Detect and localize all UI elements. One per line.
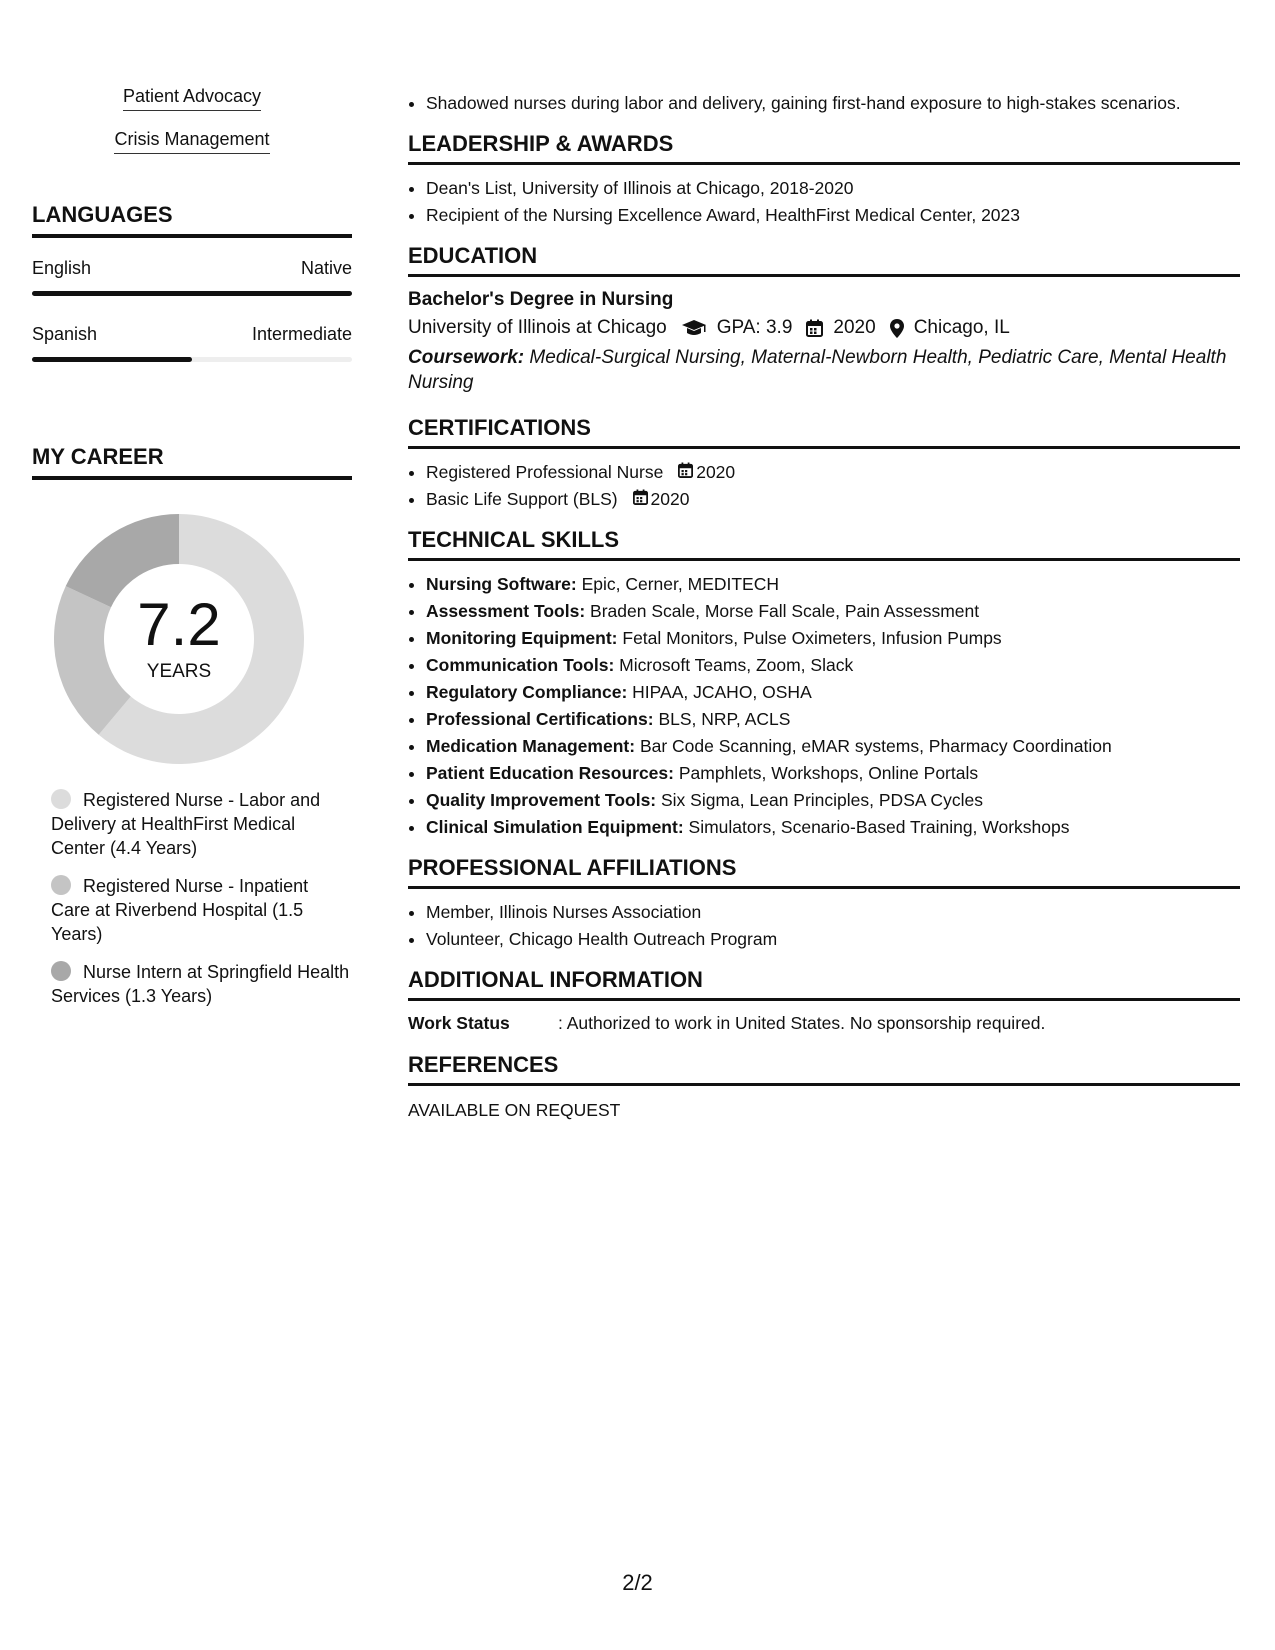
list-item <box>426 787 1240 814</box>
list-item <box>426 571 1240 598</box>
list-item <box>426 814 1240 841</box>
references-section <box>408 1052 1240 1121</box>
graduation-year: 2020 <box>833 317 876 338</box>
list-item <box>426 706 1240 733</box>
affiliations-section <box>408 855 1240 953</box>
certifications-section <box>408 415 1240 513</box>
language-level: Native <box>300 258 352 278</box>
gpa: GPA: 3.9 <box>716 317 793 338</box>
technical-skills-heading: TECHNICAL SKILLS <box>408 527 1240 561</box>
additional-info-heading: ADDITIONAL INFORMATION <box>408 967 1240 1001</box>
skill-value: HIPAA, JCAHO, OSHA <box>632 682 812 702</box>
education-section <box>408 243 1240 395</box>
work-status-value: : Authorized to work in United States. No sponsorship required. <box>558 1013 1046 1033</box>
skill-label: Nursing Software: <box>426 574 577 594</box>
languages-section <box>32 202 352 362</box>
list-item <box>426 625 1240 652</box>
skill-value: Pamphlets, Workshops, Online Portals <box>678 763 979 783</box>
language-name: English <box>32 258 92 278</box>
language-proficiency-bar <box>32 357 352 362</box>
career-legend <box>51 788 352 1008</box>
certifications-heading: CERTIFICATIONS <box>408 415 1240 449</box>
list-item: • Shadowed nurses during labor and delivery, gaining first-hand exposure to high-stakes scenarios. <box>426 90 1240 117</box>
languages-heading: LANGUAGES <box>32 202 352 238</box>
school-name: University of Illinois at Chicago <box>408 317 667 338</box>
experience-tail-list <box>408 90 1240 117</box>
skill-value: Simulators, Scenario-Based Training, Workshops <box>688 817 1070 837</box>
page-number: 2/2 <box>622 1570 653 1595</box>
skill-value: Fetal Monitors, Pulse Oximeters, Infusion Pumps <box>622 628 1002 648</box>
affiliations-heading: PROFESSIONAL AFFILIATIONS <box>408 855 1240 889</box>
list-item <box>426 459 1240 486</box>
coursework-label: Coursework: <box>408 347 525 368</box>
graduation-cap-icon <box>681 319 707 337</box>
skill-value: Six Sigma, Lean Principles, PDSA Cycles <box>661 790 983 810</box>
career-heading: MY CAREER <box>32 444 352 480</box>
skill-label: Monitoring Equipment: <box>426 628 618 648</box>
legend-label: Registered Nurse - Inpatient Care at Riverbend Hospital (1.5 Years) <box>51 876 309 944</box>
skill-label: Assessment Tools: <box>426 601 586 621</box>
skill-label: Medication Management: <box>426 736 636 756</box>
coursework <box>408 345 1240 395</box>
list-item <box>426 652 1240 679</box>
calendar-icon <box>806 319 823 337</box>
language-name: Spanish <box>32 324 98 344</box>
school-location: Chicago, IL <box>913 317 1010 338</box>
skill-tags <box>32 86 352 154</box>
skill-value: Bar Code Scanning, eMAR systems, Pharmacy Coordination <box>639 736 1112 756</box>
main-column <box>408 80 1240 1121</box>
calendar-icon <box>633 486 648 513</box>
legend-item <box>51 874 352 946</box>
location-pin-icon <box>890 319 904 338</box>
affiliations-list <box>408 899 1240 953</box>
skill-label: Professional Certifications: <box>426 709 654 729</box>
references-text: AVAILABLE ON REQUEST <box>408 1100 621 1120</box>
skill-value: BLS, NRP, ACLS <box>658 709 791 729</box>
language-proficiency-bar <box>32 291 352 296</box>
certification-name: Basic Life Support (BLS) <box>426 489 618 509</box>
list-item: • Dean's List, University of Illinois at Chicago, 2018-2020 <box>426 175 1240 202</box>
legend-item <box>51 960 352 1008</box>
list-item: • Volunteer, Chicago Health Outreach Program <box>426 926 1240 953</box>
certification-year: 2020 <box>696 462 736 482</box>
list-item <box>426 733 1240 760</box>
leadership-list <box>408 175 1240 229</box>
legend-label: Nurse Intern at Springfield Health Services (1.3 Years) <box>51 962 350 1006</box>
list-item <box>426 486 1240 513</box>
legend-label: Registered Nurse - Labor and Delivery at HealthFirst Medical Center (4.4 Years) <box>51 790 321 858</box>
legend-dot <box>51 875 71 895</box>
work-status-row <box>408 1013 1240 1034</box>
references-heading: REFERENCES <box>408 1052 1240 1086</box>
education-heading: EDUCATION <box>408 243 1240 277</box>
skill-tag: Patient Advocacy <box>123 86 261 111</box>
list-item: • Recipient of the Nursing Excellence Award, HealthFirst Medical Center, 2023 <box>426 202 1240 229</box>
certification-year: 2020 <box>650 489 690 509</box>
legend-dot <box>51 789 71 809</box>
career-total-value: 7.2 <box>137 591 221 658</box>
career-section <box>32 444 352 1008</box>
language-level: Intermediate <box>251 324 352 344</box>
donut-center <box>54 514 304 764</box>
language-item <box>32 324 352 362</box>
career-total-unit: YEARS <box>146 661 212 682</box>
education-meta <box>408 317 1240 339</box>
certifications-list <box>408 459 1240 513</box>
legend-item <box>51 788 352 860</box>
leadership-heading: LEADERSHIP & AWARDS <box>408 131 1240 165</box>
skill-label: Quality Improvement Tools: <box>426 790 657 810</box>
sidebar <box>32 80 352 1022</box>
list-item <box>426 679 1240 706</box>
calendar-icon <box>678 459 693 486</box>
degree-title: Bachelor's Degree in Nursing <box>408 289 674 310</box>
technical-skills-section <box>408 527 1240 841</box>
list-item <box>426 598 1240 625</box>
certification-name: Registered Professional Nurse <box>426 462 664 482</box>
language-proficiency-fill <box>32 357 192 362</box>
legend-dot <box>51 961 71 981</box>
list-item <box>426 760 1240 787</box>
skill-label: Patient Education Resources: <box>426 763 674 783</box>
language-proficiency-fill <box>32 291 352 296</box>
additional-info-section <box>408 967 1240 1034</box>
list-item: • Member, Illinois Nurses Association <box>426 899 1240 926</box>
skill-value: Epic, Cerner, MEDITECH <box>581 574 779 594</box>
technical-skills-list <box>408 571 1240 841</box>
coursework-list: Medical-Surgical Nursing, Maternal-Newborn Health, Pediatric Care, Mental Health Nursing <box>408 347 1227 393</box>
skill-value: Microsoft Teams, Zoom, Slack <box>619 655 854 675</box>
work-status-label: Work Status <box>408 1013 510 1033</box>
skill-label: Clinical Simulation Equipment: <box>426 817 684 837</box>
language-item <box>32 258 352 296</box>
skill-tag: Crisis Management <box>114 129 269 154</box>
skill-label: Regulatory Compliance: <box>426 682 628 702</box>
leadership-section <box>408 131 1240 229</box>
skill-value: Braden Scale, Morse Fall Scale, Pain Assessment <box>590 601 980 621</box>
skill-label: Communication Tools: <box>426 655 615 675</box>
career-donut-chart <box>54 514 304 764</box>
